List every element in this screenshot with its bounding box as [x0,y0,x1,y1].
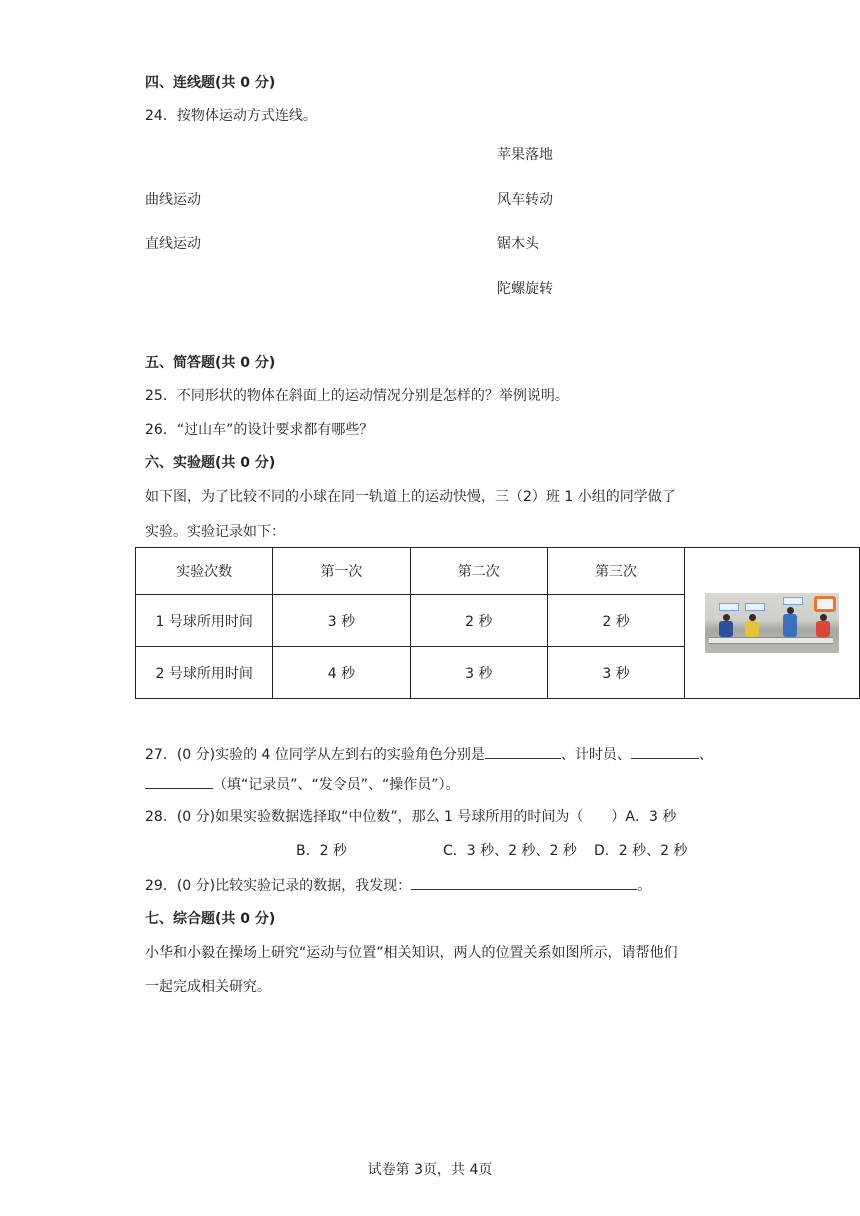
question-25: 25．不同形状的物体在斜面上的运动情况分别是怎样的？举例说明。 [145,388,569,404]
table-cell: 3 秒 [547,647,684,699]
role-tag-icon [783,597,803,605]
question-27-text: 、 [698,747,713,763]
section7-line1: 小华和小毅在操场上研究“运动与位置”相关知识，两人的位置关系如图所示，请帮他们 [145,945,678,961]
student-icon [749,614,756,621]
table-cell: 3 秒 [273,595,410,647]
question-28: 28．(0 分)如果实验数据选择取“中位数”，那么 1 号球所用的时间为（ ）A．3 秒 [145,809,677,825]
option-b: B．2 秒 [296,843,347,859]
match-left-item-1: 曲线运动 [145,192,201,208]
question-29 [145,875,651,896]
match-right-item-4: 陀螺旋转 [497,281,553,297]
table-header-cell: 第三次 [547,548,684,595]
table-cell: 3 秒 [410,647,547,699]
answer-blank-4[interactable] [411,875,637,890]
section5-title: 五、简答题(共 0 分) [145,355,276,371]
table-header-cell: 第二次 [410,548,547,595]
page-footer: 试卷第 3页，共 4页 [367,1162,493,1178]
answer-blank-1[interactable] [485,744,561,759]
student-icon [723,614,730,621]
match-right-item-2: 风车转动 [497,192,553,208]
section6-title: 六、实验题(共 0 分) [145,455,276,471]
question-27 [145,744,713,765]
section4-title: 四、连线题(共 0 分) [145,75,276,91]
question-24: 24．按物体运动方式连线。 [145,108,317,124]
answer-blank-2[interactable] [631,744,699,759]
option-d: D．2 秒、2 秒 [594,843,688,859]
experiment-photo-cell [685,548,860,699]
option-c: C．3 秒、2 秒、2 秒 [443,843,577,859]
question-26: 26．“过山车”的设计要求都有哪些？ [145,422,374,438]
student-icon [820,614,827,621]
role-tag-icon [745,603,765,611]
question-27-text: 、计时员、 [560,747,631,763]
experiment-intro-line1: 如下图，为了比较不同的小球在同一轨道上的运动快慢，三（2）班 1 小组的同学做了 [145,489,676,505]
experiment-record-table [135,547,860,699]
experiment-intro-line2: 实验。实验记录如下： [145,524,285,540]
student-icon [787,607,794,614]
question-27-text: 27．(0 分)实验的 4 位同学从左到右的实验角色分别是 [145,747,485,763]
table-cell: 4 秒 [273,647,410,699]
section7-line2: 一起完成相关研究。 [145,979,271,995]
table-cell: 1 号球所用时间 [136,595,273,647]
table-cell: 2 秒 [547,595,684,647]
match-left-item-2: 直线运动 [145,236,201,252]
question-29-text: 29．(0 分)比较实验记录的数据，我发现： [145,878,412,894]
question-29-end: 。 [637,878,652,894]
stopwatch-icon [814,596,836,612]
match-right-item-3: 锯木头 [497,236,539,252]
track-icon [709,637,833,644]
experiment-photo [705,593,839,653]
table-header-cell: 实验次数 [136,548,273,595]
question-27-hint: （填“记录员”、“发令员”、“操作员”）。 [213,777,460,793]
table-cell: 2 号球所用时间 [136,647,273,699]
section7-title: 七、综合题(共 0 分) [145,911,276,927]
role-tag-icon [719,603,739,611]
answer-blank-3[interactable] [145,774,213,789]
question-27-line2 [145,774,460,795]
match-right-item-1: 苹果落地 [497,147,553,163]
table-cell: 2 秒 [410,595,547,647]
table-header-cell: 第一次 [273,548,410,595]
table-header-row [136,548,860,595]
